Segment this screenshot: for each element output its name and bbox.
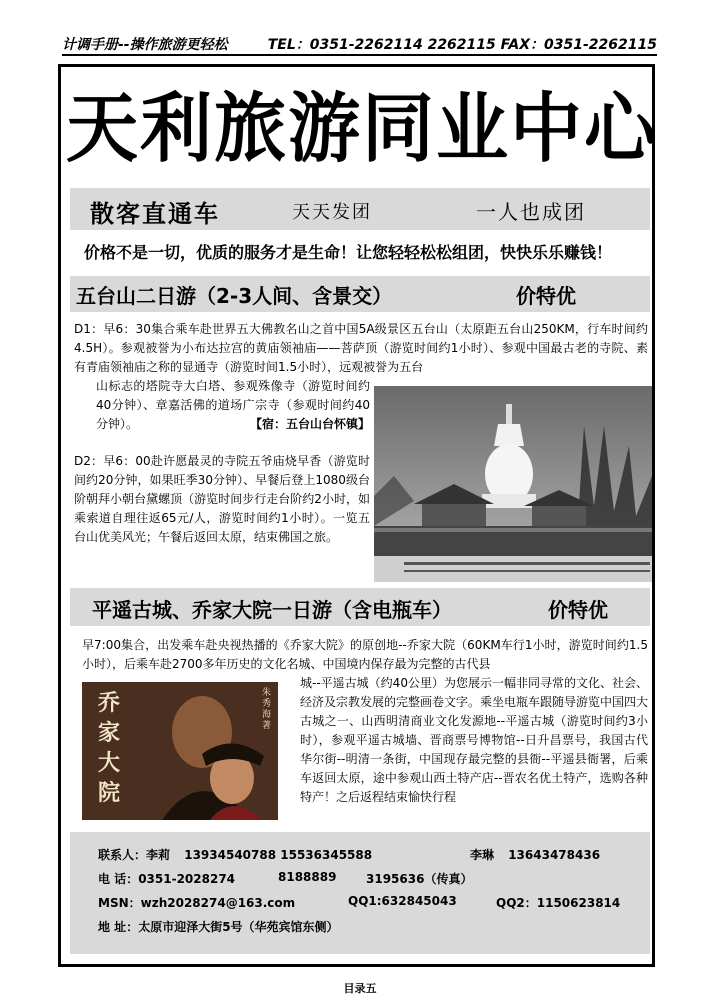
contact-address: ：太原市迎泽大街5号（华苑宾馆东侧） (126, 920, 339, 934)
page-footer: 目录五 (343, 982, 377, 995)
tour1-price: 价特优 (516, 284, 576, 308)
contact-person-label: 联系人： (98, 848, 147, 862)
contact-person2-phone: 13643478436 (508, 848, 601, 862)
poster-title: 乔家大院 (98, 690, 121, 806)
slogan: 价格不是一切，优质的服务才是生命！让您轻轻松松组团，快快乐乐赚钱！ (84, 243, 613, 262)
contact-person1: 李莉 (146, 848, 171, 862)
tour1-day1: D1：早6：30集合乘车赴世界五大佛教名山之首中国5A级景区五台山（太原距五台山250KM，行车时间约4.5H）。参观被誉为小布达拉宫的黄庙领袖庙——菩萨顶（游览时间约1小时）、参观中国最古老的寺院、素有青庙领袖庙之称的显通寺（游览时间1.5小时），远观被誉为五台 (74, 322, 648, 374)
contact-person1-phones: 13934540788 15536345588 (184, 848, 373, 862)
banner-direct-bus (70, 188, 650, 230)
tour2-body: 城--平遥古城（约40公里）为您展示一幅非同寻常的文化、社会、经济及宗教发展的完整画卷文字。乘坐电瓶车跟随导游览中国四大古城之一、山西明清商业文化发源地--平遥古城（游览时间约3小时），参观平遥古城墙、晋商票号博物馆--日升昌票号，我国古代华尔街--明清一条街，中国现存最完整的县衙--平遥县衙署，后乘车返回太原，途中参观山西土特产店--晋农名优土特产，选购各种特产！之后返程结束愉快行程 (300, 676, 649, 804)
header-contact: TEL：0351-2262114 2262115 FAX：0351-2262115 (267, 37, 657, 53)
page-title: 天利旅游同业中心 (66, 83, 659, 173)
contact-box (70, 832, 650, 954)
tour2-intro: 早7:00集合，出发乘车赴央视热播的《乔家大院》的原创地--乔家大院（60KM车行1小时，游览时间约1.5小时），后乘车赴2700多年历史的文化名城、中国境内保存最为完整的古代县 (82, 638, 648, 671)
contact-msn-label: MSN (98, 896, 129, 910)
contact-tel-label: 电 话 (98, 872, 127, 886)
tour1-stay: 【宿：五台山台怀镇】 (249, 417, 370, 431)
contact-address-label: 地 址 (98, 920, 127, 934)
tour2-price: 价特优 (548, 598, 608, 622)
contact-qq1: QQ1:632845043 (348, 894, 457, 908)
banner-solo: 一人也成团 (476, 200, 586, 224)
contact-person-row (98, 846, 372, 863)
banner-service: 散客直通车 (90, 200, 220, 228)
tour2-header (70, 588, 650, 626)
tour1-day2: D2：早6：00赴许愿最灵的寺院五爷庙烧早香（游览时间约20分钟，如果旺季30分钟）、早餐后登上1080级台阶朝拜小朝台黛螺顶（游览时间步行走台阶约2小时，如乘索道自理往返65元/人，游览时间约1小时）。一览五台山优美风光；午餐后返回太原，结束佛国之旅。 (74, 454, 370, 544)
contact-qq2: QQ2：1150623814 (496, 896, 621, 910)
contact-person2: 李琳 (470, 848, 495, 862)
tour1-header (70, 276, 650, 312)
contact-address-row (98, 918, 339, 935)
contact-msn: ：wzh2028274@163.com (128, 896, 296, 910)
contact-tel2: 8188889 (278, 870, 337, 884)
contact-tel-row (98, 870, 235, 887)
contact-person2-row (470, 846, 600, 863)
tour1-day1-cont (96, 377, 370, 434)
white-pagoda-photo (374, 386, 652, 582)
contact-fax: 3195636（传真） (366, 872, 473, 886)
banner-daily: 天天发团 (292, 202, 372, 223)
poster-author: 朱秀海 著 (262, 688, 272, 731)
tour2-title: 平遥古城、乔家大院一日游（含电瓶车） (92, 598, 452, 622)
contact-tel: ：0351-2028274 (126, 872, 236, 886)
header-bar (62, 34, 657, 56)
contact-msn-row (98, 894, 295, 911)
qiao-family-poster (82, 682, 278, 820)
header-tagline: 计调手册--操作旅游更轻松 (62, 37, 228, 53)
tour1-title: 五台山二日游（2-3人间、含景交） (76, 284, 393, 308)
tour1-day1-rest: 山标志的塔院寺大白塔、参观殊像寺（游览时间约40分钟）、章嘉活佛的道场广宗寺（参观时间约40分钟）。 (96, 379, 370, 431)
